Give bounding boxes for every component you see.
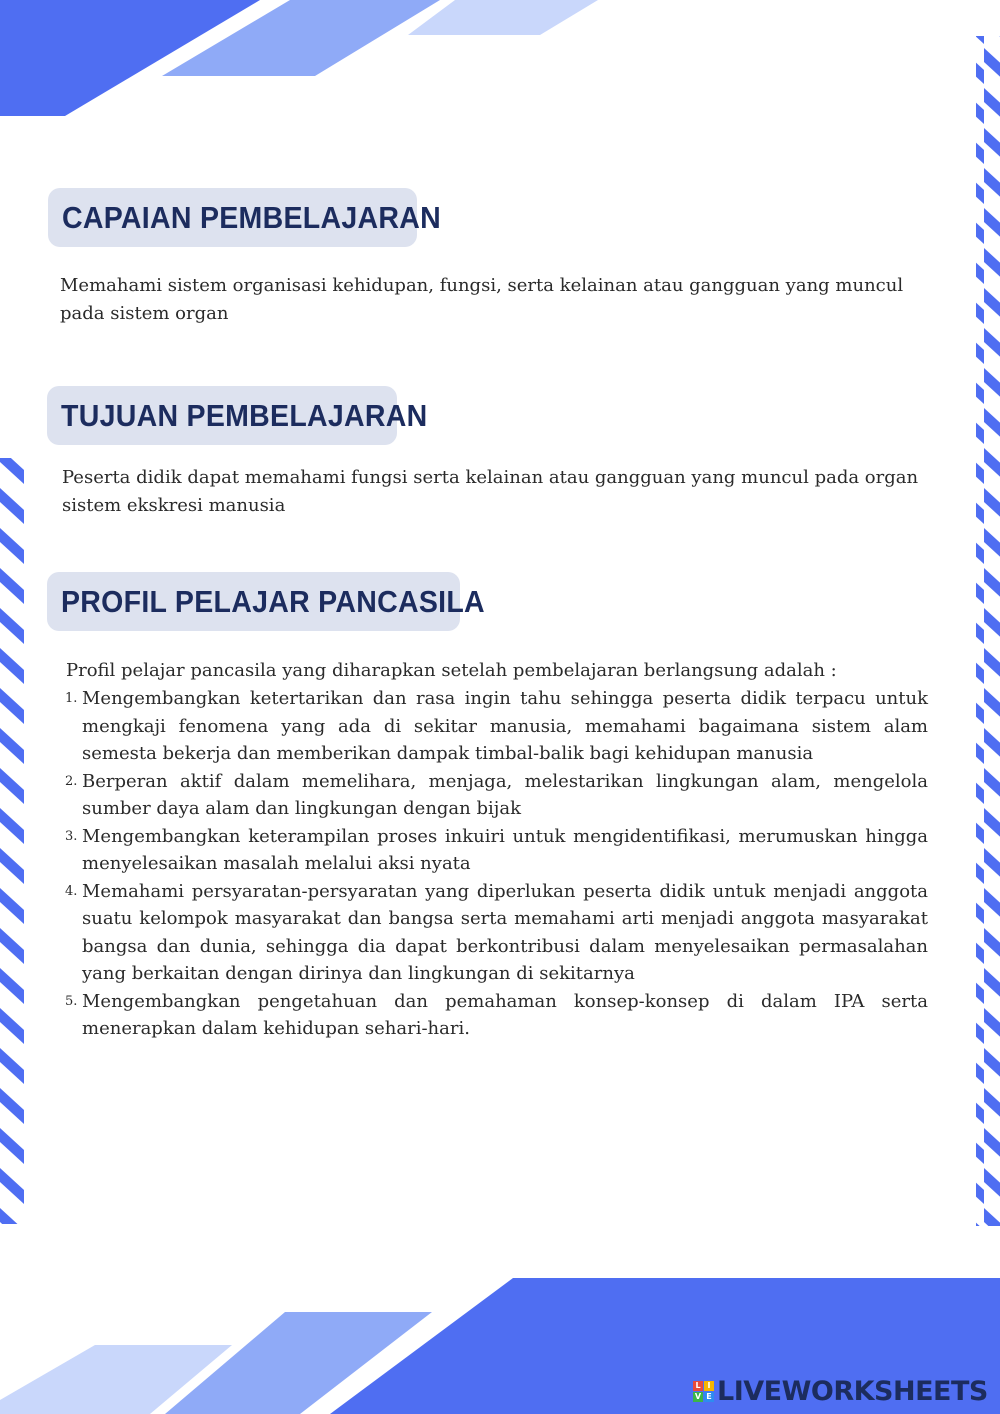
list-item	[65, 768, 928, 823]
profil-list	[65, 685, 928, 1043]
profil-heading-box	[47, 572, 485, 631]
list-number: 3.	[65, 828, 78, 844]
profil-intro: Profil pelajar pancasila yang diharapkan setelah pembelajaran berlangsung adalah :	[66, 660, 837, 681]
logo-letter: L	[693, 1381, 703, 1391]
list-item	[65, 878, 928, 988]
list-number: 1.	[65, 691, 78, 706]
tujuan-heading-box	[47, 386, 428, 445]
list-item	[65, 823, 928, 878]
list-number: 2.	[65, 773, 78, 789]
list-item-text: Mengembangkan ketertarikan dan rasa ingin tahu sehingga peserta didik terpacu untuk mengkaji fenomena yang ada di sekitar manusia, memahami bagaimana sistem alam semesta bekerja dan memberikan dampak timbal-balik bagi kehidupan manusia	[82, 688, 928, 764]
list-item-text: Mengembangkan keterampilan proses inkuiri untuk mengidentifikasi, merumuskan hingga menyelesaikan masalah melalui aksi nyata	[82, 825, 928, 874]
logo-icon	[693, 1381, 714, 1402]
right-stripes	[976, 36, 1000, 1226]
list-item-text: Mengembangkan pengetahuan dan pemahaman konsep-konsep di dalam IPA serta menerapkan dalam kehidupan sehari-hari.	[82, 990, 928, 1039]
capaian-heading-box	[48, 188, 441, 247]
list-item	[65, 685, 928, 768]
list-number: 4.	[65, 883, 78, 899]
profil-heading: PROFIL PELAJAR PANCASILA	[61, 583, 485, 619]
list-number: 5.	[65, 993, 78, 1009]
capaian-heading: CAPAIAN PEMBELAJARAN	[62, 199, 441, 235]
tujuan-heading: TUJUAN PEMBELAJARAN	[61, 397, 428, 433]
left-stripes	[0, 458, 24, 1224]
top-light-shape	[408, 0, 598, 35]
logo-letter: I	[704, 1381, 714, 1391]
liveworksheets-logo[interactable]	[693, 1376, 988, 1407]
logo-text: LIVEWORKSHEETS	[717, 1376, 988, 1407]
tujuan-text: Peserta didik dapat memahami fungsi serta kelainan atau gangguan yang muncul pada organ sistem ekskresi manusia	[62, 467, 919, 516]
logo-letter: V	[694, 1392, 702, 1401]
list-item	[65, 988, 928, 1043]
capaian-text: Memahami sistem organisasi kehidupan, fungsi, serta kelainan atau gangguan yang muncul pada sistem organ	[60, 275, 904, 324]
list-item-text: Memahami persyaratan-persyaratan yang diperlukan peserta didik untuk menjadi anggota suatu kelompok masyarakat dan bangsa serta memahami arti menjadi anggota masyarakat bangsa dan dunia, sehingga dia dapat berkontribusi dalam menyelesaikan permasalahan yang berkaitan dengan dirinya dan lingkungan di sekitarnya	[82, 880, 928, 984]
list-item-text: Berperan aktif dalam memelihara, menjaga, melestarikan lingkungan alam, mengelola sumber daya alam dan lingkungan dengan bijak	[82, 770, 928, 819]
logo-letter: E	[704, 1392, 714, 1402]
